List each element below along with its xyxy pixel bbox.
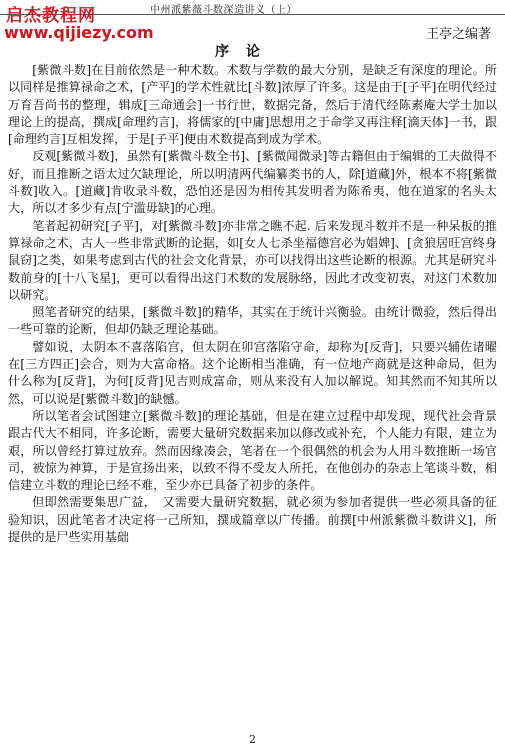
- paragraph: 反观[紫微斗数]，虽然有[紫微斗数全书]、[紫微闻微录]等古籍但由于编辑的工夫做得不好，而且推断之语太过欠缺理论，所以明清两代编纂类书的人，除[道藏]外，根本不将[紫微斗数]收入。[道藏]肯收录斗数，恐怕还是因为相传其发明者为陈希夷，他在道家的名头太大，所以才多少有点[宁滥毋缺]的心理。: [8, 149, 497, 216]
- author-credit: 王亭之编著: [425, 27, 491, 42]
- page-number: 2: [249, 733, 256, 746]
- body-text: [8, 62, 497, 546]
- watermark-url: www.qijiezy.com: [4, 23, 154, 42]
- paragraph: 但即然需要集思广益， 又需要大量研究数据，就必须为参加者提供一些必须具备的征验知识，因此笔者才决定将一己所知，撰成篇章以广传播。前撰[中州派紫微斗数讲义]，所提供的是尸些实用基础: [8, 495, 497, 545]
- paragraph: 照笔者研究的结果，[紫微斗数]的精华，其实在于统计兴衡验。由统计微验，然后得出一些可靠的论断，但却仍缺乏理论基础。: [8, 305, 497, 337]
- paragraph: 笔者起初研究[子平]，对[紫微斗数]亦非常之瞧不起. 后来发现斗数并不是一种呆板的推算禄命之术，古人一些非常武断的论据，如[女人七杀坐福德宫必为娼婢]、[贪狼居旺宫终身鼠窃]之类，如果考虑到古代的社会文化背景，亦可以找得出这些论断的根源。尤其是研究斗数前身的[十八飞星]，更可以看得出这门术数的发展脉络，因此才改变初衷，对这门术数加以研究。: [8, 218, 497, 302]
- section-title: 序 论: [215, 44, 266, 60]
- paragraph: 譬如说，太阴本不喜落陷宫，但太阴在卯宫落陷守命，却称为[反背]，只要兴辅佐诸曜在[三方四正]会合，则为大富命格。这个论断相当准确，有一位地产商就是这种命局，但为什么称为[反背]，为何[反背]见吉则成富命，则从来没有人加以解说。知其然而不知其所以然，可以说是[紫微斗数]的缺憾。: [8, 339, 497, 406]
- running-title: 中州派紫薇斗数深造讲义（上）: [150, 5, 297, 16]
- watermark-title: 启杰教程网: [6, 6, 96, 26]
- paragraph: 所以笔者会试图建立[紫微斗数]的理论基础，但是在建立过程中却发现，现代社会背景跟古代大不相同，许多论断，需要大量研究数据来加以修改或补充，个人能力有限，建立为艰，所以曾经打算过放弃。然而因缘凑会，笔者在一个很偶然的机会为人用斗数推断一场官司，被惊为神算，于是宣扬出来，以致不得不受友人所托，在他创办的杂志上笔谈斗数，相信建立斗数的理论已经不难，至少亦已具备了初步的条件。: [8, 408, 497, 493]
- paragraph: [紫微斗数]在目前依然是一种术数。术数与学数的最大分别，是缺乏有深度的理论。所以同样是推算禄命之术，[产平]的学术性就比[斗数]浓厚了许多。这是由于[子平]在明代经过万育吾尚书的整理，辑成[三命通会]一书行世，数据完备，然后于清代经陈素庵大学士加以理论上的提高，撰成[命理约言]，将儒家的[中庸]思想用之于命学又再注释[滴天体]一书，跟[命理约言]互相发挥，于是[子平]便由术数提高到成为学术。: [8, 63, 497, 147]
